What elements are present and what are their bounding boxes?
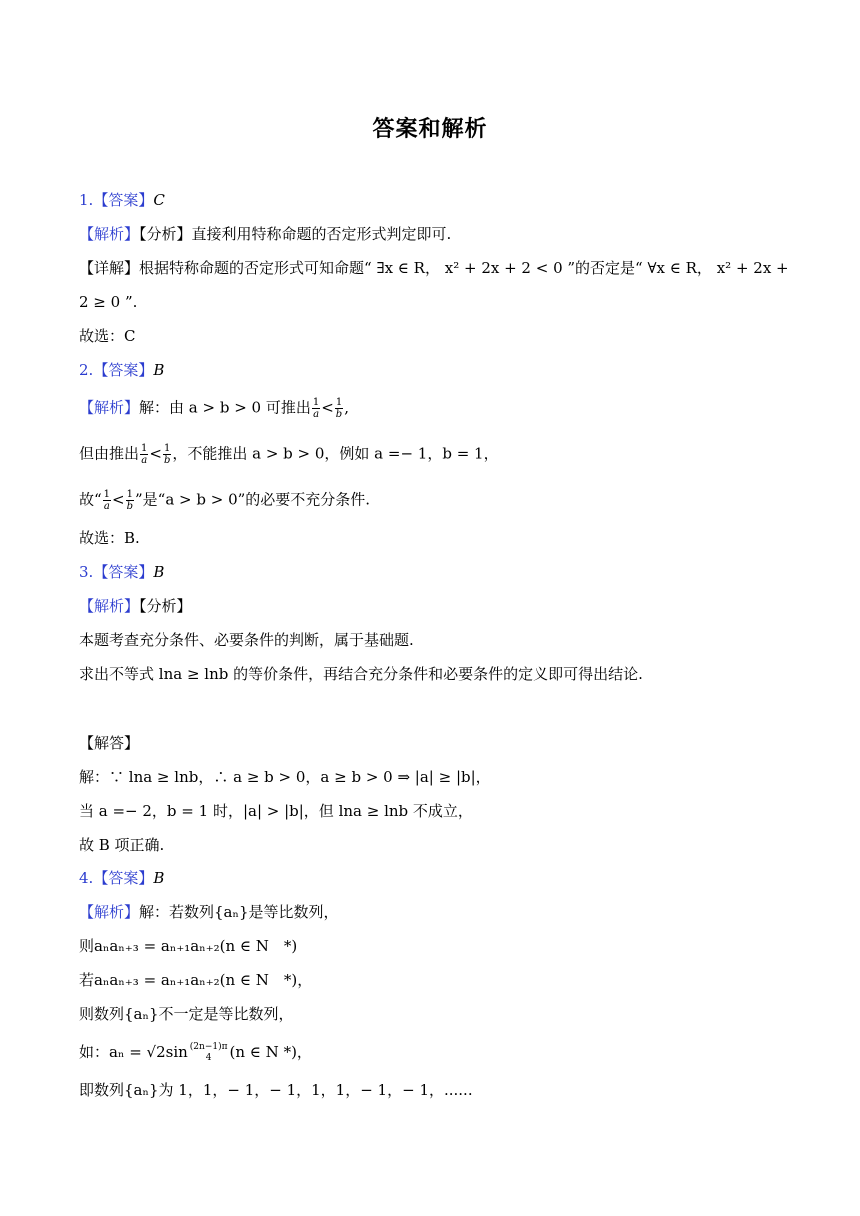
fraction-2n-minus-1-pi-over-4: (2n−1)π 4	[189, 1042, 228, 1063]
q3-answer: B	[153, 563, 165, 581]
q4-answer: B	[153, 869, 165, 887]
fraction-1-over-a: $\frac{1}{a}$	[141, 443, 148, 466]
q3-line-4: 当 a =− 2，b = 1 时，|a| > |b|，但 lna ≥ lnb 不成立，	[79, 802, 473, 820]
q4-answer-tag: 【答案】	[93, 869, 154, 887]
q2-jiexi-tag: 【解析】	[79, 398, 140, 417]
q4-line-3: 若aₙaₙ₊₃ = aₙ₊₁aₙ₊₂(n ∈ N *)，	[79, 971, 313, 989]
q4-line-5	[79, 1042, 312, 1064]
q2-line1-text: 解：由 a > b > 0 可推出	[139, 398, 311, 417]
q4-analysis-line	[79, 902, 339, 922]
q2-analysis-line: 【解析】解：由 a > b > 0 可推出 $\frac{1}{a}$ < $\frac{1}{b}$ ,	[79, 397, 349, 420]
q2-line3-post: ”是“a > b > 0”的必要不充分条件.	[135, 490, 371, 509]
q3-answer-tag: 【答案】	[93, 563, 154, 581]
q4-line-4: 则数列{aₙ}不一定是等比数列，	[79, 1005, 294, 1023]
q2-choose-line: 故选：B.	[79, 529, 140, 547]
q1-answer-line	[79, 190, 165, 210]
q3-number: 3.	[79, 563, 94, 581]
q4-line-6: 即数列{aₙ}为 1，1，− 1，− 1，1，1，− 1，− 1，......	[79, 1081, 473, 1099]
q2-number: 2.	[79, 361, 94, 379]
q2-answer: B	[153, 361, 165, 379]
fraction-1-over-b: $\frac{1}{b}$	[126, 489, 134, 512]
q2-line2-pre: 但由推出	[79, 444, 140, 463]
fraction-1-over-a: $\frac{1}{a}$	[312, 397, 320, 420]
q4-line-2: 则aₙaₙ₊₃ = aₙ₊₁aₙ₊₂(n ∈ N *)	[79, 937, 298, 955]
fraction-1-over-b: $\frac{1}{b}$	[335, 397, 343, 420]
q1-analysis-line	[79, 224, 451, 244]
q4-line5-post: (n ∈ N *)，	[229, 1043, 312, 1061]
q1-choose-line: 故选：C	[79, 327, 136, 345]
q1-answer-tag: 【答案】	[93, 191, 154, 209]
q3-jiexi-tag: 【解析】	[79, 597, 140, 615]
q4-jiexi-tag: 【解析】	[79, 903, 140, 921]
q1-fenxi: 【分析】直接利用特称命题的否定形式判定即可.	[139, 225, 452, 243]
q2-answer-line	[79, 360, 164, 380]
q3-analysis-line	[79, 596, 192, 616]
q1-detail-line-2: 2 ≥ 0 ”.	[79, 293, 138, 311]
q4-answer-line	[79, 868, 164, 888]
q1-number: 1.	[79, 191, 94, 209]
q2-answer-tag: 【答案】	[93, 361, 154, 379]
q3-line-1: 本题考查充分条件、必要条件的判断，属于基础题.	[79, 631, 414, 649]
q1-jiexi-tag: 【解析】	[79, 225, 140, 243]
q2-line2-post: ，不能推出 a > b > 0，例如 a =− 1，b = 1，	[172, 444, 499, 463]
q3-jieda-label: 【解答】	[79, 734, 140, 752]
q1-answer: C	[153, 191, 165, 209]
q2-line3-pre: 故“	[79, 490, 102, 509]
q2-line-2: 但由推出 $\frac{1}{a}$ < $\frac{1}{b}$ ，不能推出 a > b > 0，例如 a =− 1，b = 1，	[79, 443, 499, 466]
page-title: 答案和解析	[372, 117, 488, 142]
q3-fenxi: 【分析】	[139, 597, 192, 615]
q3-answer-line	[79, 562, 164, 582]
q3-line-2: 求出不等式 lna ≥ lnb 的等价条件，再结合充分条件和必要条件的定义即可得出结论.	[79, 665, 643, 683]
q1-detail-line-1: 【详解】根据特称命题的否定形式可知命题“ ∃x ∈ R， x² + 2x + 2 < 0 ”的否定是“ ∀x ∈ R， x² + 2x +	[79, 259, 789, 277]
fraction-1-over-a: $\frac{1}{a}$	[103, 489, 111, 512]
fraction-1-over-b: $\frac{1}{b}$	[163, 443, 171, 466]
q3-line-5: 故 B 项正确.	[79, 836, 165, 854]
q4-number: 4.	[79, 869, 94, 887]
q2-line-3: 故“ $\frac{1}{a}$ < $\frac{1}{b}$ ”是“a > b > 0”的必要不充分条件.	[79, 489, 371, 512]
q3-line-3: 解：∵ lna ≥ lnb，∴ a ≥ b > 0，a ≥ b > 0 ⇒ |a| ≥ |b|，	[79, 768, 491, 786]
q4-line-1: 解：若数列{aₙ}是等比数列，	[139, 903, 339, 921]
q4-line5-pre: 如：aₙ = √2sin	[79, 1043, 188, 1061]
